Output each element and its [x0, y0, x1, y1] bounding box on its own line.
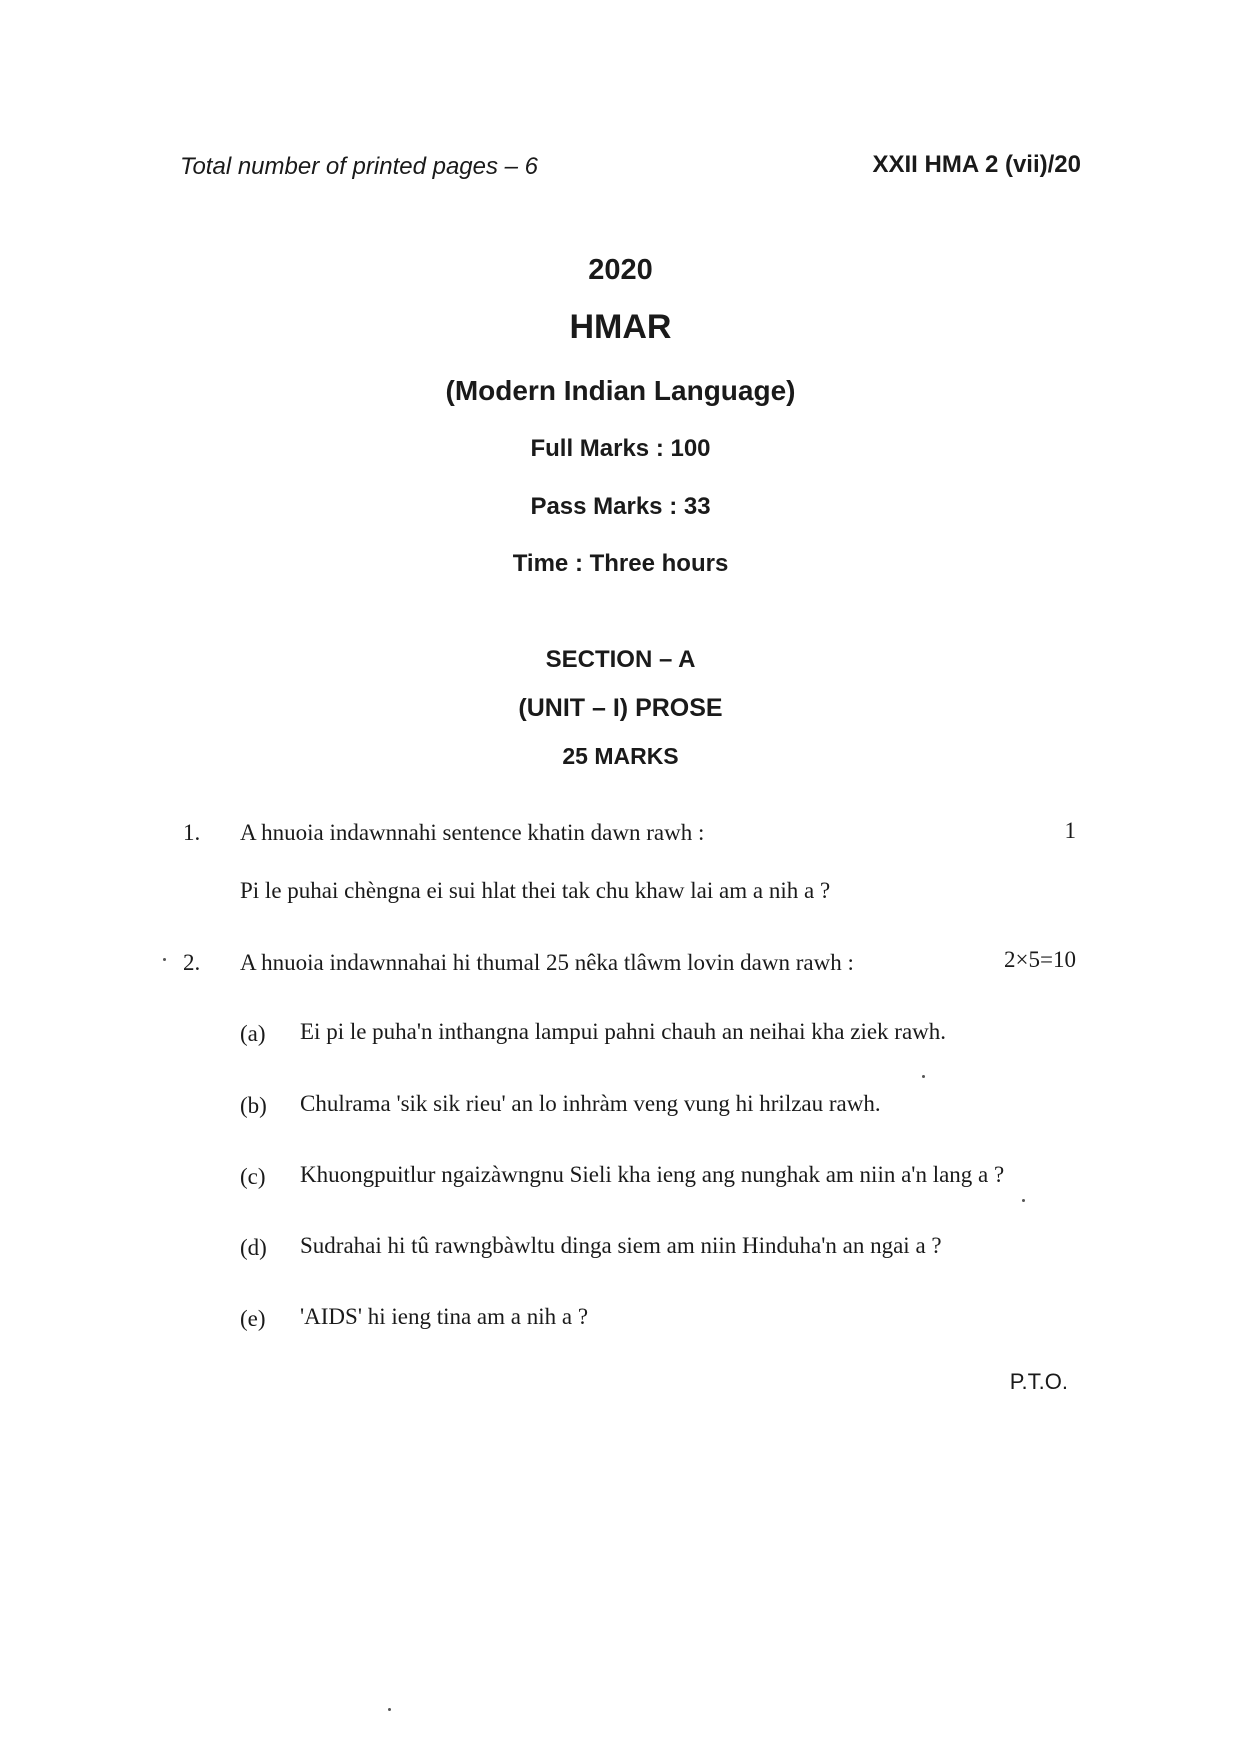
- question-2-text: A hnuoia indawnnahai hi thumal 25 nêka tlâwm lovin dawn rawh :: [240, 950, 854, 975]
- printed-pages-note: Total number of printed pages – 6: [180, 153, 539, 180]
- question-2c-label: (c): [240, 1164, 266, 1189]
- unit-heading: (UNIT – I) PROSE: [518, 694, 723, 722]
- question-2a-label: (a): [240, 1021, 266, 1046]
- question-2-number: 2.: [183, 950, 201, 975]
- question-2e-label: (e): [240, 1306, 266, 1331]
- paper-code: XXII HMA 2 (vii)/20: [872, 151, 1081, 178]
- full-marks: Full Marks : 100: [530, 435, 711, 462]
- exam-time: Time : Three hours: [512, 550, 729, 577]
- question-2d-text: Sudrahai hi tû rawngbàwltu dinga siem am niin Hinduha'n an ngai a ?: [300, 1233, 942, 1258]
- question-2b-label: (b): [240, 1093, 267, 1118]
- question-2d-label: (d): [240, 1235, 267, 1260]
- scan-speck: [1022, 1199, 1025, 1202]
- exam-year: 2020: [588, 254, 653, 286]
- question-1-marks: 1: [1064, 818, 1076, 843]
- question-2c-text: Khuongpuitlur ngaizàwngnu Sieli kha ieng ang nunghak am niin a'n lang a ?: [300, 1162, 1005, 1187]
- subject-title: HMAR: [569, 308, 672, 346]
- question-1-detail: Pi le puhai chèngna ei sui hlat thei tak chu khaw lai am a nih a ?: [240, 878, 831, 903]
- question-2e-text: 'AIDS' hi ieng tina am a nih a ?: [300, 1304, 589, 1329]
- question-2-marks: 2×5=10: [1004, 947, 1076, 972]
- question-2b-text: Chulrama 'sik sik rieu' an lo inhràm veng vung hi hrilzau rawh.: [300, 1091, 881, 1116]
- subject-subtitle: (Modern Indian Language): [445, 375, 796, 406]
- scan-speck: [163, 958, 166, 961]
- section-heading: SECTION – A: [545, 646, 696, 673]
- question-1-text: A hnuoia indawnnahi sentence khatin dawn rawh :: [240, 820, 705, 845]
- question-2a-text: Ei pi le puha'n inthangna lampui pahni chauh an neihai kha ziek rawh.: [300, 1019, 947, 1044]
- scan-speck: [922, 1075, 925, 1078]
- section-marks: 25 MARKS: [562, 743, 679, 769]
- question-1-number: 1.: [183, 820, 201, 845]
- pass-marks: Pass Marks : 33: [530, 493, 711, 520]
- pto-note: P.T.O.: [1009, 1369, 1068, 1394]
- scan-speck: [388, 1708, 391, 1711]
